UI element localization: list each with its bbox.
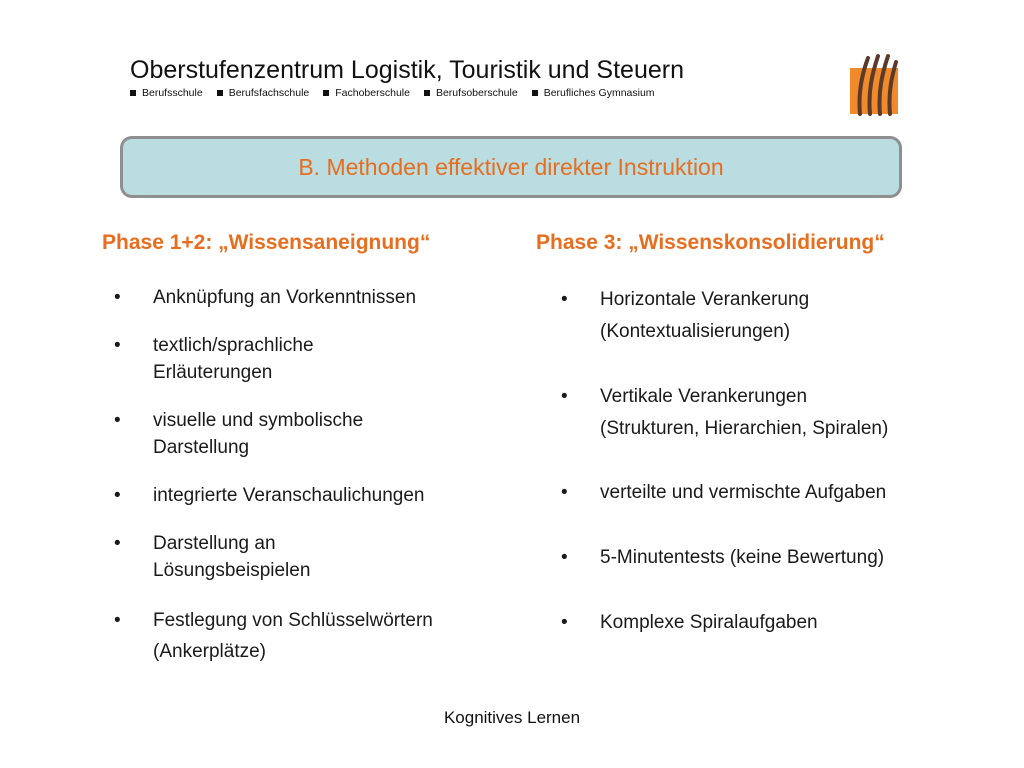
list-item [114, 605, 514, 667]
list-item [114, 530, 514, 584]
list-item-line: • Vertikale Verankerungen [600, 386, 808, 407]
list-item-line: • Komplexe Spiralaufgaben [600, 612, 818, 633]
list-item [561, 607, 991, 639]
list-item-line: • Darstellung an [153, 533, 276, 554]
school-logo-icon [848, 52, 900, 116]
left-column-heading: Phase 1+2: „Wissensaneignung“ [102, 231, 431, 254]
list-item-line: • Anknüpfung an Vorkenntnissen [153, 287, 417, 308]
list-item [561, 477, 991, 509]
list-item-line: Lösungsbeispielen [153, 560, 311, 581]
school-type-item [130, 87, 203, 99]
list-item-line: Darstellung [153, 437, 250, 458]
list-item-line: • Festlegung von Schlüsselwörtern [153, 610, 433, 631]
school-type-label: Berufsschule [142, 87, 203, 99]
list-item-line: • verteilte und vermischte Aufgaben [600, 482, 887, 503]
list-item [561, 381, 991, 445]
list-item-line: (Ankerplätze) [153, 641, 266, 662]
banner-title: B. Methoden effektiver direkter Instruktion [298, 153, 724, 180]
list-item-line: (Kontextualisierungen) [600, 321, 791, 342]
school-types-list [130, 87, 655, 99]
square-bullet-icon [217, 90, 223, 96]
school-type-label: Berufliches Gymnasium [543, 87, 655, 99]
list-item-line: • 5-Minutentests (keine Bewertung) [600, 547, 885, 568]
list-item-line: • textlich/sprachliche [153, 335, 314, 356]
square-bullet-icon [323, 90, 329, 96]
list-item [561, 542, 991, 574]
list-item-line: Erläuterungen [153, 362, 273, 383]
section-banner [120, 136, 902, 198]
school-type-label: Berufsfachschule [228, 87, 310, 99]
right-bullet-list [561, 284, 991, 639]
list-item-line: (Strukturen, Hierarchien, Spiralen) [600, 418, 889, 439]
right-column-heading: Phase 3: „Wissenskonsolidierung“ [536, 231, 885, 254]
school-type-item [323, 87, 410, 99]
school-type-item [424, 87, 518, 99]
list-item [114, 482, 514, 509]
list-item-line: • visuelle und symbolische [153, 410, 364, 431]
school-type-label: Fachoberschule [335, 87, 410, 99]
school-type-item [532, 87, 655, 99]
square-bullet-icon [532, 90, 538, 96]
square-bullet-icon [130, 90, 136, 96]
list-item [114, 332, 514, 386]
square-bullet-icon [424, 90, 430, 96]
list-item-line: • integrierte Veranschaulichungen [153, 485, 425, 506]
header-title: Oberstufenzentrum Logistik, Touristik und Steuern [130, 56, 684, 84]
list-item [114, 407, 514, 461]
school-type-label: Berufsoberschule [435, 87, 518, 99]
list-item [114, 284, 514, 311]
school-type-item [217, 87, 310, 99]
left-bullet-list [114, 284, 514, 688]
list-item-line: • Horizontale Verankerung [600, 289, 810, 310]
list-item [561, 284, 991, 348]
footer-caption: Kognitives Lernen [443, 708, 581, 727]
